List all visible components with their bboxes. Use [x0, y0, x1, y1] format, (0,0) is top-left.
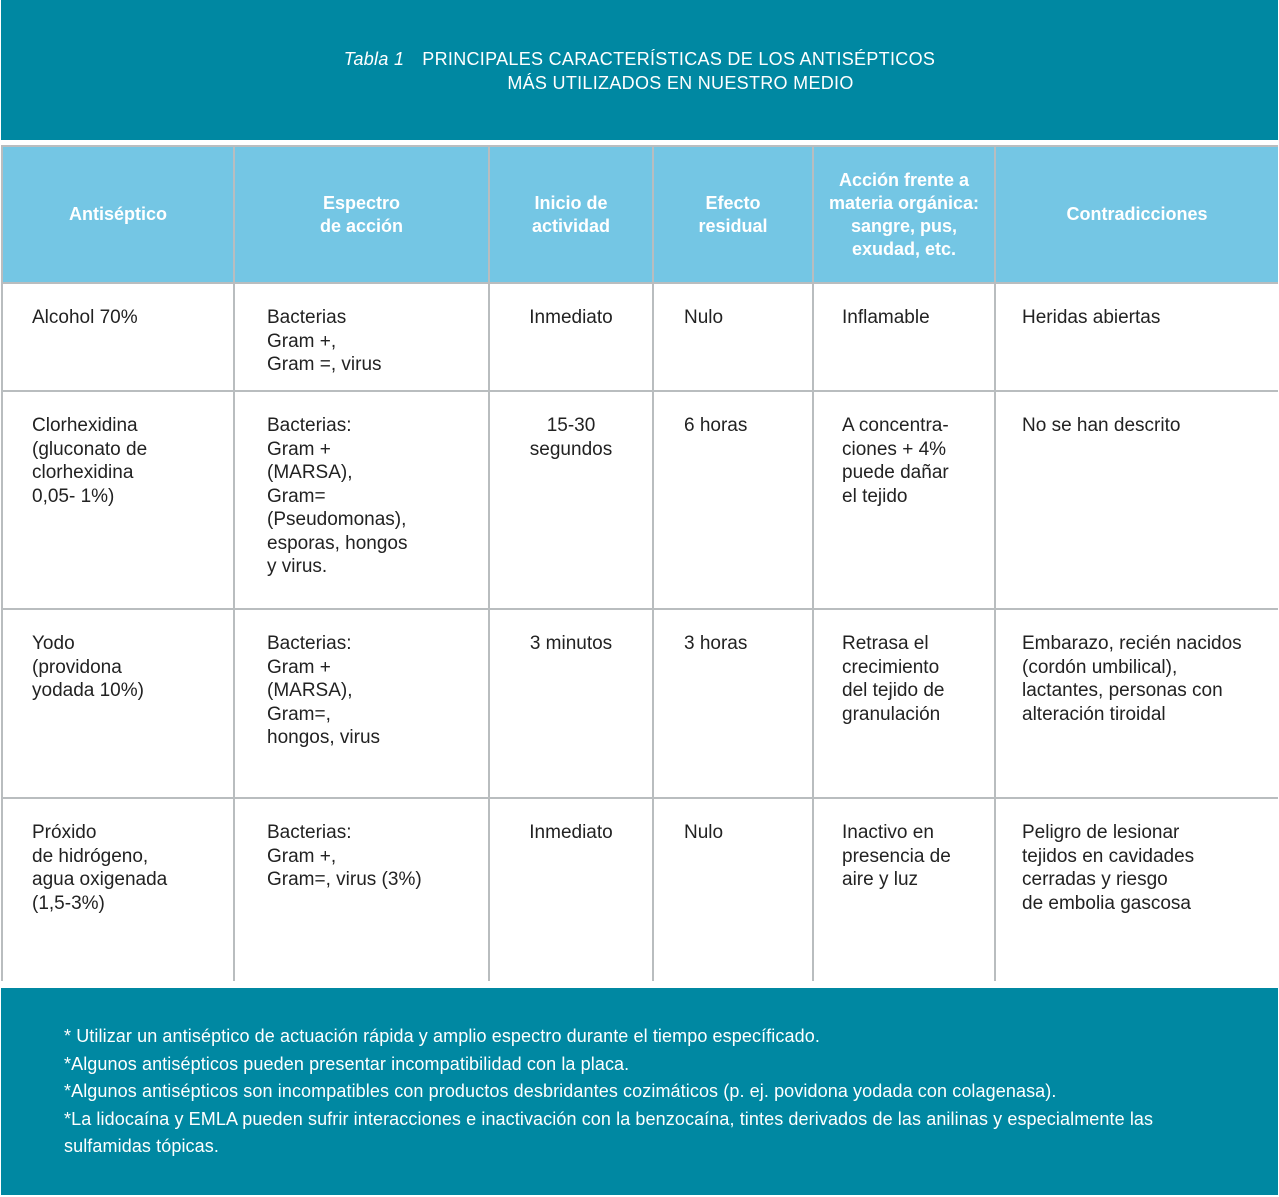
table-cell: Próxido de hidrógeno, agua oxigenada (1,5-3%) — [3, 799, 233, 985]
table-title-line1 — [1, 49, 1278, 70]
table-cell: Embarazo, recién nacidos (cordón umbilical), lactantes, personas con alteración tiroidal — [996, 610, 1278, 797]
table-title-text: PRINCIPALES CARACTERÍSTICAS DE LOS ANTISÉPTICOS — [422, 49, 936, 69]
header-contradicciones: Contradicciones — [996, 147, 1278, 282]
table-cell: 3 horas — [654, 610, 812, 797]
table-cell: 3 minutos — [490, 610, 652, 797]
table-cell: Inactivo en presencia de aire y luz — [814, 799, 994, 985]
footnotes-band — [1, 988, 1278, 1195]
table-cell: 15-30 segundos — [490, 392, 652, 608]
footnote: *La lidocaína y EMLA pueden sufrir interacciones e inactivación con la benzocaína, tintes derivados de las anilinas y especialmente las sulfamidas tópicas. — [64, 1108, 1154, 1156]
table-title-line2: MÁS UTILIZADOS EN NUESTRO MEDIO — [507, 73, 854, 93]
antiseptics-table-wrapper — [1, 145, 1278, 981]
footnote: * Utilizar un antiséptico de actuación rápida y amplio espectro durante el tiempo específicado. — [64, 1026, 820, 1046]
table-cell: Alcohol 70% — [3, 284, 233, 390]
table-cell: No se han descrito — [996, 392, 1278, 608]
footnote: *Algunos antisépticos pueden presentar incompatibilidad con la placa. — [64, 1053, 630, 1074]
table-header-row — [3, 147, 1278, 282]
table-cell: 6 horas — [654, 392, 812, 608]
header-efecto: Efecto residual — [654, 147, 812, 282]
antiseptics-table — [1, 145, 1279, 987]
header-inicio: Inicio de actividad — [490, 147, 652, 282]
table-row — [3, 284, 1278, 390]
table-cell: Yodo (providona yodada 10%) — [3, 610, 233, 797]
table-cell: Bacterias: Gram + (MARSA), Gram= (Pseudomonas), esporas, hongos y virus. — [235, 392, 488, 608]
table-cell: Bacterias Gram +, Gram =, virus — [235, 284, 488, 390]
table-title-band — [1, 0, 1278, 140]
footnotes — [64, 1023, 1214, 1161]
table-cell: Bacterias: Gram + (MARSA), Gram=, hongos, virus — [235, 610, 488, 797]
table-cell: Heridas abiertas — [996, 284, 1278, 390]
table-cell: Clorhexidina (gluconato de clorhexidina 0,05- 1%) — [3, 392, 233, 608]
footnote: *Algunos antisépticos son incompatibles con productos desbridantes cozimáticos (p. ej. povidona yodada con colagenasa). — [64, 1081, 1057, 1101]
table-cell: Retrasa el crecimiento del tejido de granulación — [814, 610, 994, 797]
table-cell: Bacterias: Gram +, Gram=, virus (3%) — [235, 799, 488, 985]
header-espectro: Espectro de acción — [235, 147, 488, 282]
table-cell: Inflamable — [814, 284, 994, 390]
table-cell: A concentra- ciones + 4% puede dañar el tejido — [814, 392, 994, 608]
table-row — [3, 392, 1278, 608]
table-row — [3, 799, 1278, 985]
table-cell: Peligro de lesionar tejidos en cavidades cerradas y riesgo de embolia gascosa — [996, 799, 1278, 985]
table-cell: Inmediato — [490, 799, 652, 985]
table-number-label: Tabla 1 — [343, 49, 405, 69]
table-row — [3, 610, 1278, 797]
header-antiseptico: Antiséptico — [3, 147, 233, 282]
table-cell: Nulo — [654, 799, 812, 985]
table-cell: Nulo — [654, 284, 812, 390]
header-accion: Acción frente a materia orgánica: sangre, pus, exudad, etc. — [814, 147, 994, 282]
table-cell: Inmediato — [490, 284, 652, 390]
